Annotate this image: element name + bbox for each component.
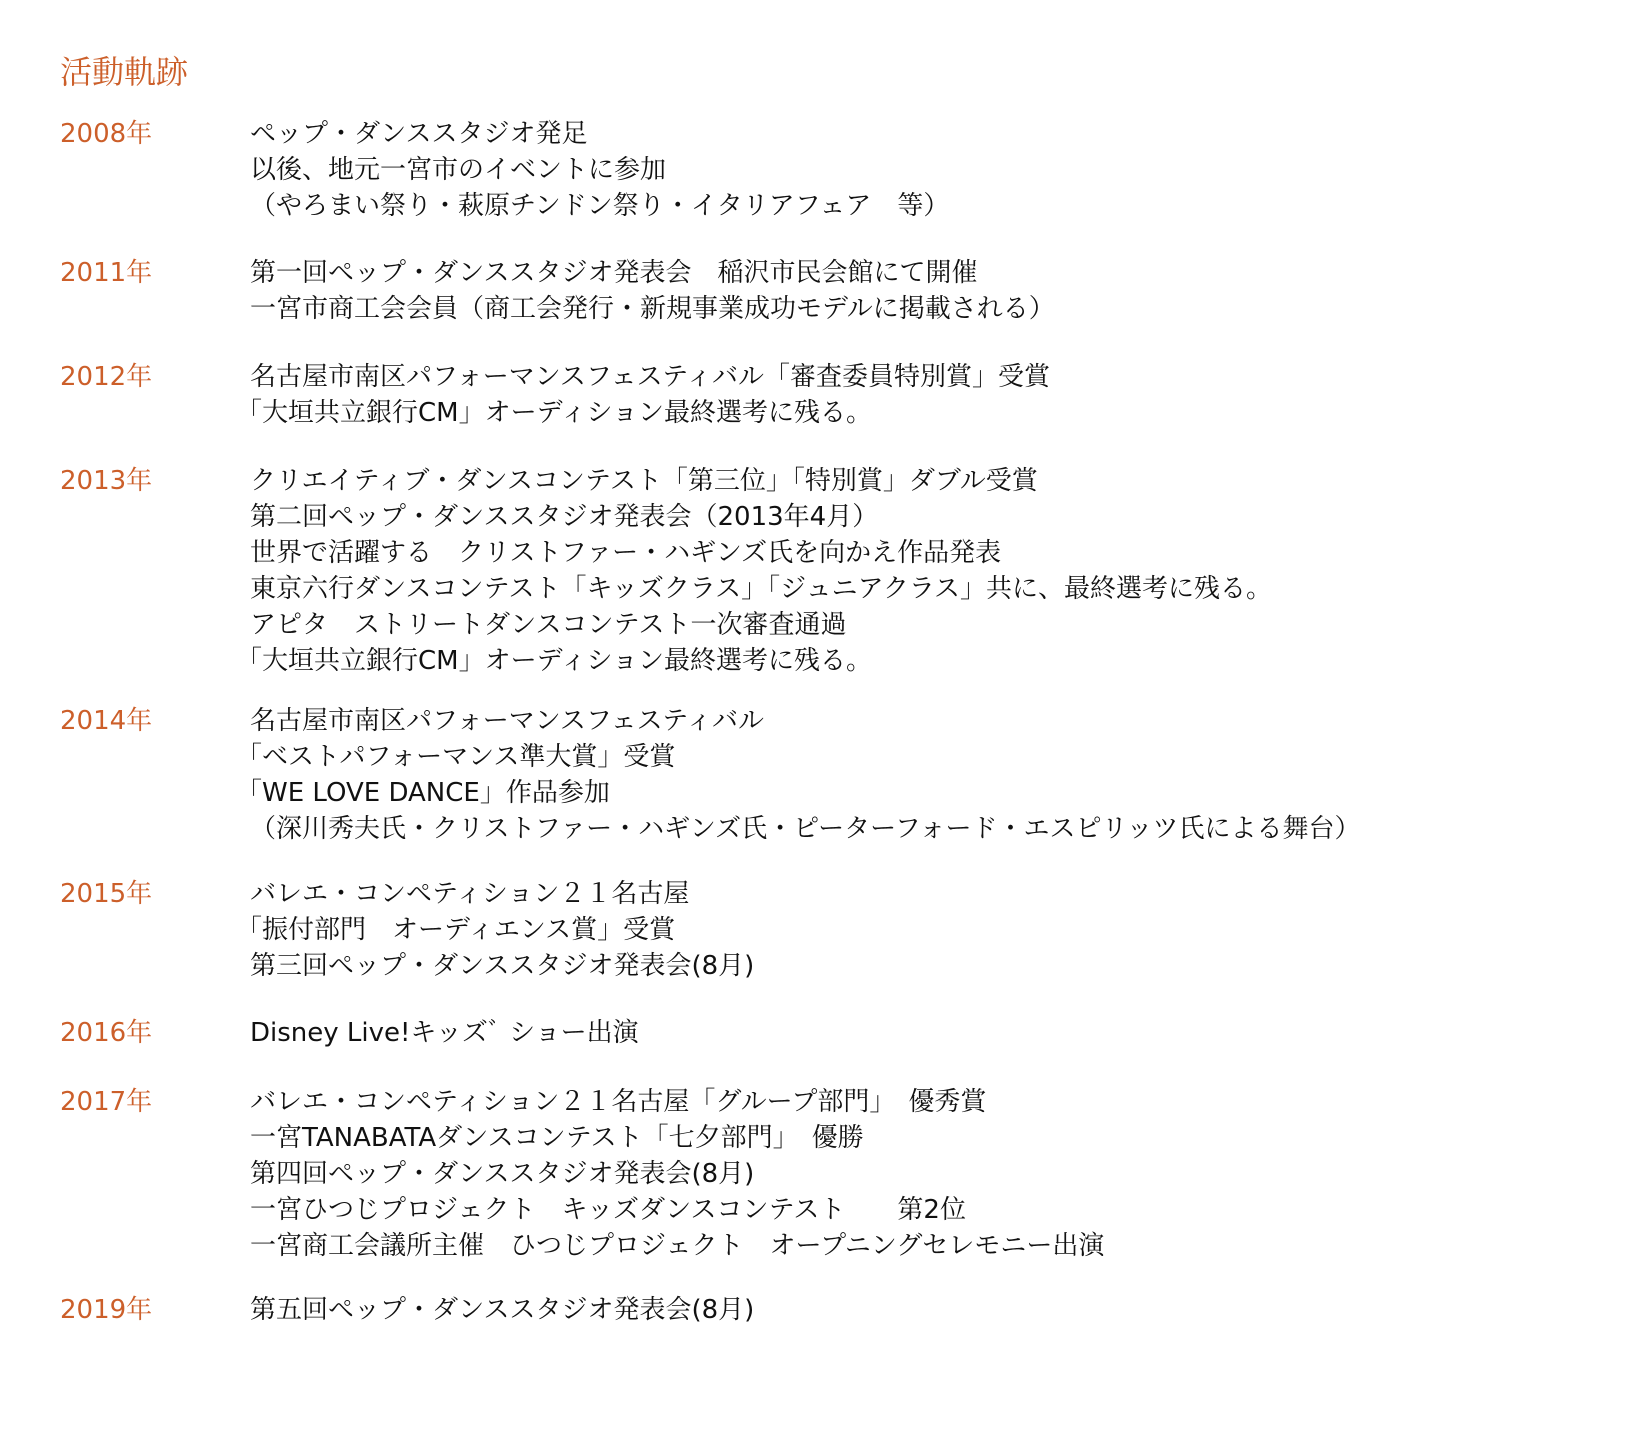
event-item: アピタ ストリートダンスコンテスト一次審査通過	[250, 610, 847, 640]
event-list-2014	[236, 703, 1361, 847]
event-item: クリエイティブ・ダンスコンテスト「第三位」「特別賞」ダブル受賞	[250, 466, 1038, 496]
event-item: 一宮商工会議所主催 ひつじプロジェクト オープニングセレモニー出演	[250, 1231, 1105, 1261]
event-item: バレエ・コンペティション２１名古屋	[250, 879, 690, 909]
event-item: 第四回ペップ・ダンススタジオ発表会(8月)	[250, 1159, 755, 1189]
event-list-2013	[236, 463, 1273, 679]
event-item: 世界で活躍する クリストファー・ハギンズ氏を向かえ作品発表	[250, 538, 1002, 568]
event-item: 以後、地元一宮市のイベントに参加	[250, 155, 667, 185]
event-item: 第二回ペップ・ダンススタジオ発表会（2013年4月）	[250, 502, 879, 532]
event-list-2008	[250, 116, 949, 224]
event-item: 第五回ペップ・ダンススタジオ発表会(8月)	[250, 1295, 755, 1325]
year-label-2016: 2016年	[60, 1018, 153, 1048]
event-item: 第三回ペップ・ダンススタジオ発表会(8月)	[250, 951, 755, 981]
event-item: 一宮ひつじプロジェクト キッズダンスコンテスト 第2位	[250, 1195, 966, 1225]
event-list-2016	[250, 1015, 639, 1051]
event-item: 「WE LOVE DANCE」作品参加	[236, 778, 610, 808]
event-item: 「振付部門 オーディエンス賞」受賞	[236, 915, 676, 945]
event-list-2017	[250, 1084, 1104, 1264]
year-label-2012: 2012年	[60, 362, 153, 392]
event-item: 一宮TANABATAダンスコンテスト「七夕部門」 優勝	[250, 1123, 864, 1153]
event-item: 「ベストパフォーマンス準大賞」受賞	[236, 742, 676, 772]
event-item: （深川秀夫氏・クリストファー・ハギンズ氏・ピーターフォード・エスピリッツ氏による舞台）	[250, 814, 1361, 844]
year-label-2017: 2017年	[60, 1087, 153, 1117]
year-label-2015: 2015年	[60, 879, 153, 909]
year-label-2014: 2014年	[60, 706, 153, 736]
event-item: 名古屋市南区パフォーマンスフェスティバル「審査委員特別賞」受賞	[250, 362, 1051, 392]
year-label-2011: 2011年	[60, 258, 153, 288]
event-item: バレエ・コンペティション２１名古屋「グループ部門」 優秀賞	[250, 1087, 987, 1117]
event-item: 「大垣共立銀行CM」オーディション最終選考に残る。	[236, 646, 872, 676]
year-label-2008: 2008年	[60, 119, 153, 149]
year-label-2019: 2019年	[60, 1295, 153, 1325]
event-item: 名古屋市南区パフォーマンスフェスティバル	[250, 706, 765, 736]
event-list-2011	[250, 255, 1055, 327]
event-list-2015	[236, 876, 755, 984]
event-list-2019	[250, 1292, 754, 1328]
event-item: Disney Live!キッズﾞ ショー出演	[250, 1018, 639, 1048]
year-label-2013: 2013年	[60, 466, 153, 496]
event-item: 第一回ペップ・ダンススタジオ発表会 稲沢市民会館にて開催	[250, 258, 978, 288]
event-item: ペップ・ダンススタジオ発足	[250, 119, 588, 149]
event-item: 「大垣共立銀行CM」オーディション最終選考に残る。	[236, 398, 872, 428]
event-item: （やろまい祭り・萩原チンドン祭り・イタリアフェア 等）	[250, 191, 950, 221]
event-list-2012	[236, 359, 1051, 431]
event-item: 一宮市商工会会員（商工会発行・新規事業成功モデルに掲載される）	[250, 294, 1055, 324]
event-item: 東京六行ダンスコンテスト「キッズクラス」「ジュニアクラス」共に、最終選考に残る。	[250, 574, 1273, 604]
page-title: 活動軌跡	[60, 53, 189, 91]
